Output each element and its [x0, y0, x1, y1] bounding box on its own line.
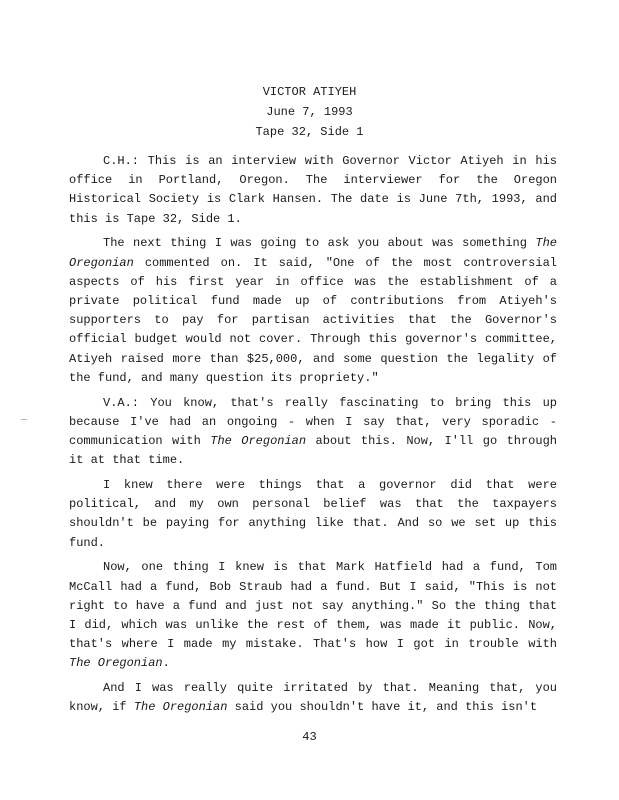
paragraph-text: C.H.: This is an interview with Governor Victor Atiyeh in his office in Portland, Oregon. The interviewer for the Oregon Historical Society is Clark Hansen. The date is June 7th, 1993, and this is Tape 32, Side 1. [69, 154, 557, 226]
publication-title: The Oregonian [69, 656, 163, 671]
transcript-paragraph [69, 679, 557, 717]
transcript-body [69, 152, 557, 723]
paragraph-text: about this. Now, I'll go through it at that time. [69, 434, 557, 468]
publication-title: The Oregonian [133, 700, 228, 715]
publication-title: The Oregonian [210, 434, 307, 449]
transcript-paragraph [69, 476, 557, 553]
transcript-header [0, 82, 619, 142]
interviewee-name: VICTOR ATIYEH [262, 85, 357, 99]
tape-label: Tape 32, Side 1 [255, 125, 364, 139]
paragraph-text: I knew there were things that a governor did that were political, and my own personal belief was that the taxpayers shouldn't be paying for anything like that. And so we set up this fund. [69, 478, 557, 550]
transcript-paragraph [69, 234, 557, 388]
paragraph-text: V.A.: You know, that's really fascinating to bring this up because I've had an ongoing - when I say that, very sporadic - communication with [69, 395, 557, 449]
publication-title: The Oregonian [69, 236, 557, 270]
transcript-paragraph [69, 152, 557, 229]
paragraph-text: said you shouldn't have it, and this isn't [227, 700, 538, 715]
transcript-paragraph [69, 394, 557, 471]
paragraph-text: And I was really quite irritated by that. Meaning that, you know, if [69, 681, 557, 715]
paragraph-text: . [162, 656, 170, 671]
interview-date: June 7, 1993 [266, 105, 353, 119]
paragraph-text: Now, one thing I knew is that Mark Hatfield had a fund, Tom McCall had a fund, Bob Straub had a fund. But I said, "This is not right to have a fund and just not say anything." So the thing that I did, which was unlike the rest of them, was made it public. Now, that's where I made my mistake. That's how I got in trouble with [69, 560, 557, 652]
transcript-paragraph [69, 558, 557, 673]
page-number: 43 [302, 730, 317, 744]
paragraph-text: commented on. It said, "One of the most controversial aspects of his first year in office was the establishment of a private political fund made up of contributions from Atiyeh's supporters to pay for partisan activities that the Governor's official budget would not cover. Through this governor's committee, Atiyeh raised more than $25,000, and some question the legality of the fund, and many question its propriety." [69, 255, 557, 385]
scan-mark [21, 419, 27, 420]
paragraph-text: The next thing I was going to ask you about was something [103, 236, 536, 251]
